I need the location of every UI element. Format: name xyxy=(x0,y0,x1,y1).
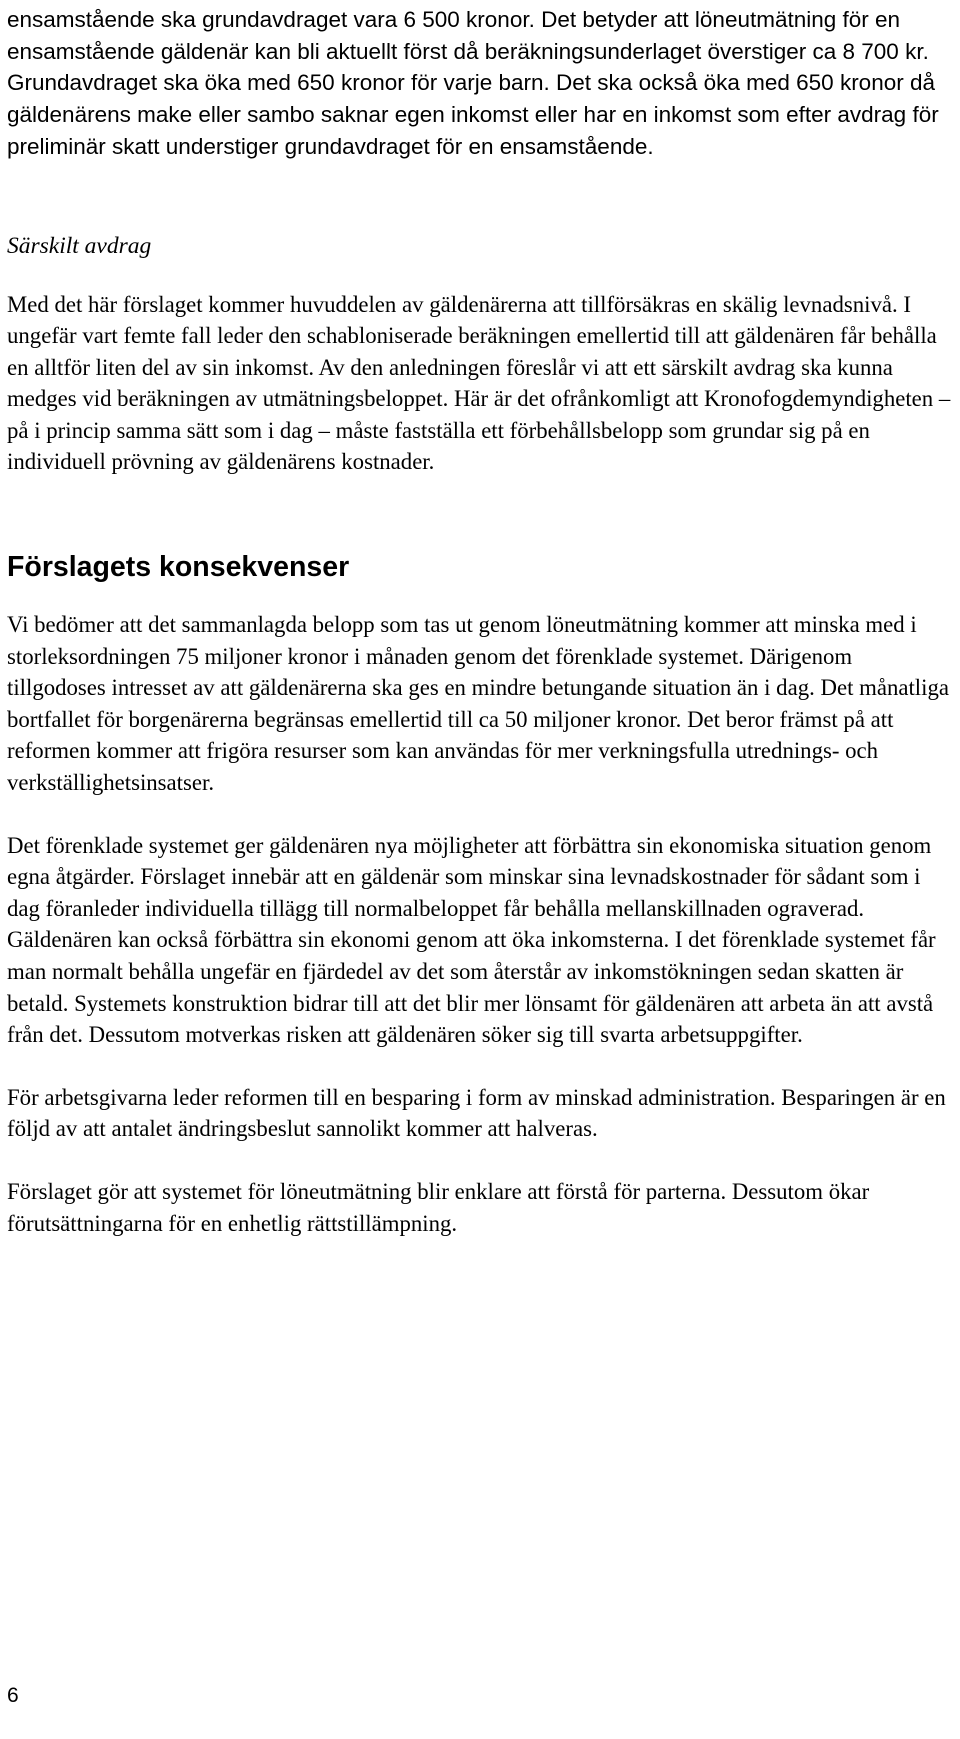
special-deduction-paragraph: Med det här förslaget kommer huvuddelen av gäldenärerna att tillförsäkras en skälig levnadsnivå. I ungefär vart femte fall leder den schabloniserade beräkningen emellertid till att gäldenären får behålla en alltför liten del av sin inkomst. Av den anledningen föreslår vi att ett särskilt avdrag ska kunna medges vid beräkningen av utmätningsbeloppet. Här är det ofrånkomligt att Kronofogdemyndigheten – på i princip samma sätt som i dag – måste fastställa ett förbehållsbelopp som grundar sig på en individuell prövning av gäldenärens kostnader. xyxy=(7,291,951,475)
page-number: 6 xyxy=(7,1684,19,1707)
consequences-paragraph-4: Förslaget gör att systemet för löneutmätning blir enklare att förstå för parterna. Dessutom ökar förutsättningarna för en enhetlig rättstillämpning. xyxy=(7,1178,870,1236)
subheading-special-deduction: Särskilt avdrag xyxy=(7,232,152,259)
consequences-paragraph-3: För arbetsgivarna leder reformen till en besparing i form av minskad administration. Besparingen är en följd av att antalet ändringsbeslut sannolikt kommer att halveras. xyxy=(7,1084,946,1142)
section-heading: Förslagets konsekvenser xyxy=(7,551,350,584)
intro-paragraph: ensamstående ska grundavdraget vara 6 500 kronor. Det betyder att löneutmätning för en ensamstående gäldenär kan bli aktuellt först då beräkningsunderlaget överstiger ca 8 700 kr. Grundavdraget ska öka med 650 kronor för varje barn. Det ska också öka med 650 kronor då gäldenärens make eller sambo saknar egen inkomst eller har en inkomst som efter avdrag för preliminär skatt understiger grundavdraget för en ensamstående. xyxy=(7,7,939,159)
consequences-paragraph-1: Vi bedömer att det sammanlagda belopp som tas ut genom löneutmätning kommer att minska med i storleksordningen 75 miljoner kronor i månaden genom det förenklade systemet. Därigenom tillgodoses intresset av att gäldenärerna ska ges en mindre betungande situation än i dag. Det månatliga bortfallet för borgenärerna begränsas emellertid till ca 50 miljoner kronor. Det beror främst på att reformen kommer att frigöra resurser som kan användas för mer verkningsfulla utrednings- och verkställighetsinsatser. xyxy=(7,612,949,796)
consequences-paragraph-2: Det förenklade systemet ger gäldenären nya möjligheter att förbättra sin ekonomiska situation genom egna åtgärder. Förslaget innebär att en gäldenär som minskar sina levnadskostnader för sådant som i dag föranleder individuella tillägg till normalbeloppet får behålla mellanskillnaden ograverad. Gäldenären kan också förbättra sin ekonomi genom att öka inkomsterna. I det förenklade systemet får man normalt behålla ungefär en fjärdedel av det som återstår av inkomstökningen sedan skatten är betald. Systemets konstruktion bidrar till att det blir mer lönsamt för gäldenären att arbeta än att avstå från det. Dessutom motverkas risken att gäldenären söker sig till svarta arbetsuppgifter. xyxy=(7,832,936,1048)
